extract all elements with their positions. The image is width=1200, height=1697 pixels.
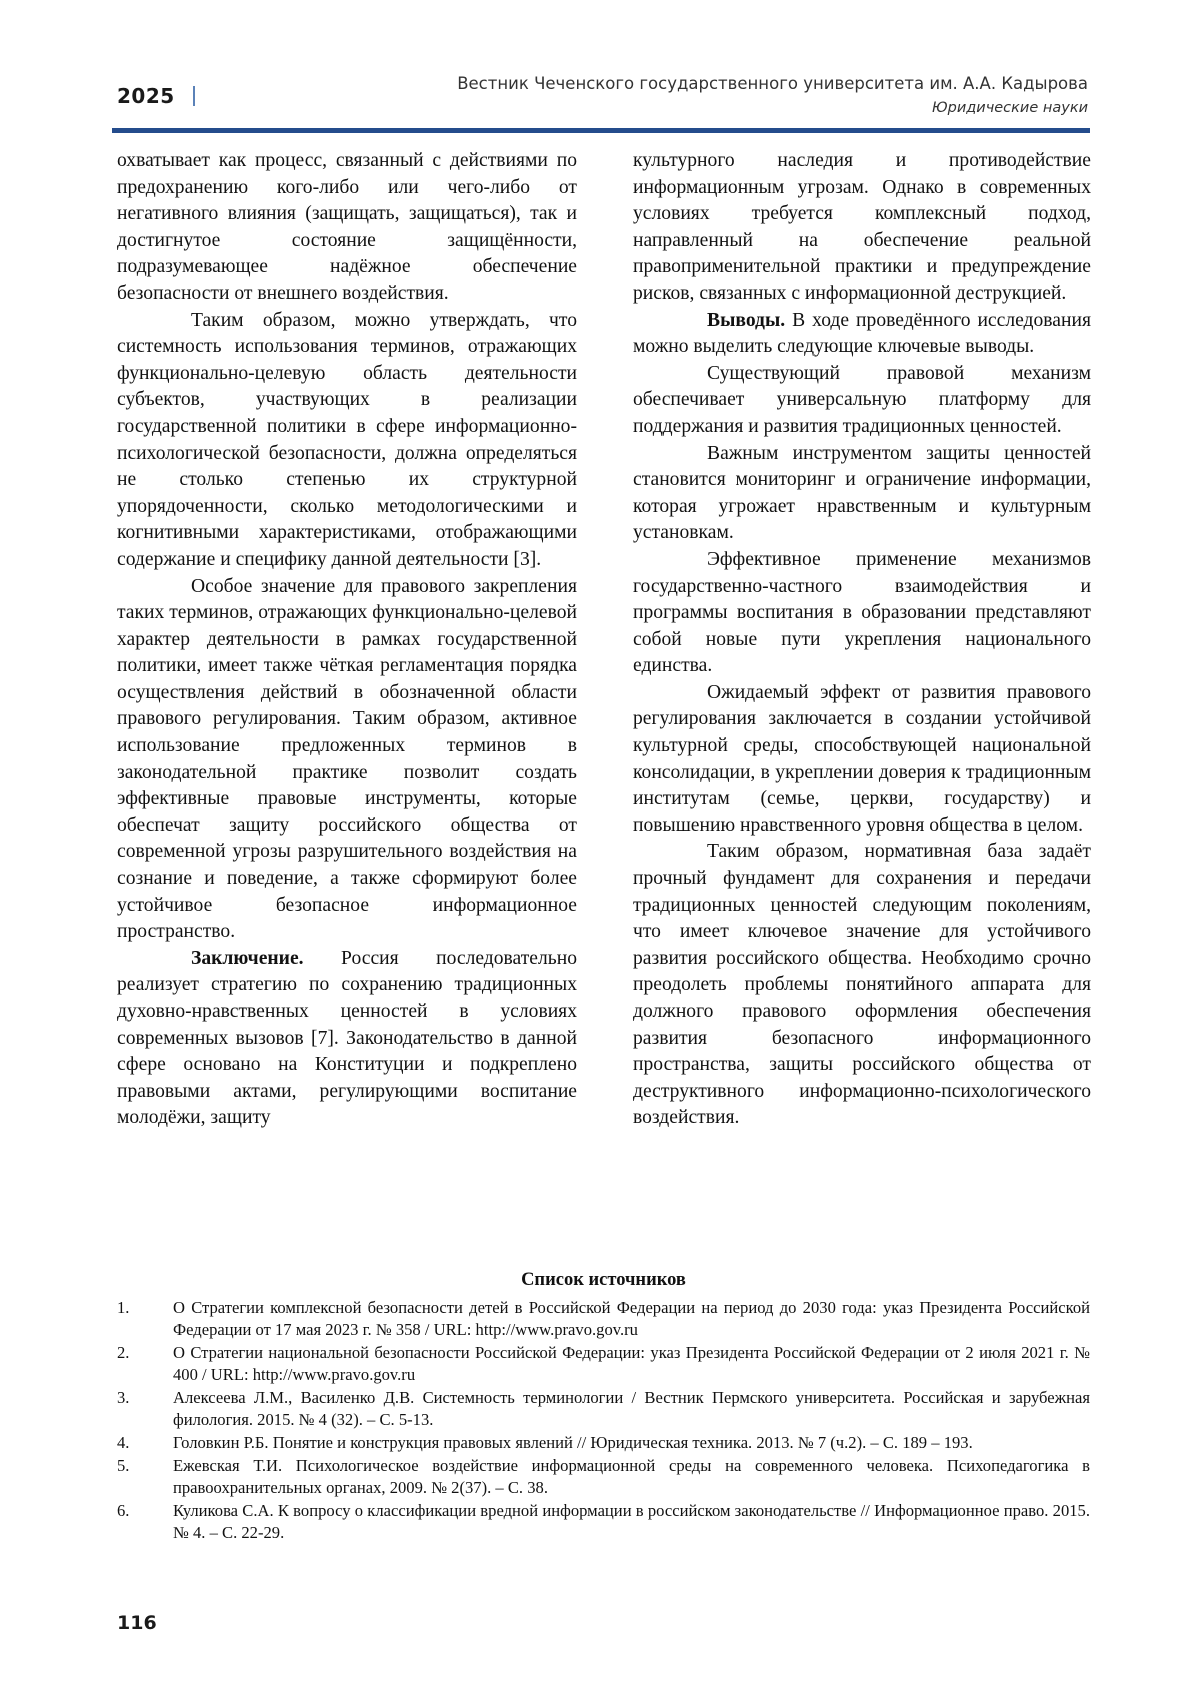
header-section-name: Юридические науки [931, 100, 1088, 116]
reference-item [117, 1342, 1090, 1386]
right-paragraph-3: Существующий правовой механизм обеспечивает универсальную платформу для поддержания и развития традиционных ценностей. [633, 362, 1091, 437]
right-paragraph-7: Таким образом, нормативная база задаёт прочный фундамент для сохранения и передачи традиционных ценностей следующим поколениям, что имеет ключевое значение для устойчивого развития российского общества. Необходимо срочно преодолеть проблемы понятийного аппарата для должного правового оформления обеспечения развития безопасного информационного пространства, защиты российского общества от деструктивного информационно-психологического воздействия. [633, 841, 1091, 1129]
reference-text: Ежевская Т.И. Психологическое воздействие информационной среды на современного человека. Психопедагогика в правоохранительных органах, 2009. № 2(37). – С. 38. [173, 1456, 1090, 1497]
header-rule [112, 128, 1090, 133]
reference-text: Алексеева Л.М., Василенко Д.В. Системность терминологии / Вестник Пермского университета. Российская и зарубежная филология. 2015. № 4 (32). – С. 5-13. [173, 1388, 1090, 1429]
reference-number: 6. [117, 1501, 130, 1520]
reference-text: Головкин Р.Б. Понятие и конструкция правовых явлений // Юридическая техника. 2013. № 7 (ч.2). – С. 189 – 193. [173, 1433, 973, 1452]
header-divider [193, 86, 195, 106]
right-column [633, 148, 1091, 1132]
reference-number: 2. [117, 1343, 130, 1362]
right-paragraph-2 [633, 308, 1091, 361]
reference-number: 5. [117, 1456, 130, 1475]
reference-item [117, 1455, 1090, 1499]
references-title: Список источников [521, 1270, 686, 1290]
findings-heading: Выводы. [707, 309, 786, 331]
reference-item [117, 1432, 1090, 1454]
left-paragraph-3: Особое значение для правового закрепления таких терминов, отражающих функционально-целевой характер деятельности в рамках государственной политики, имеет также чёткая регламентация порядка осуществления действий в обозначенной области правового регулирования. Таким образом, активное использование предложенных терминов в законодательной практике позволит создать эффективные правовые инструменты, которые обеспечат защиту российского общества от современной угрозы разрушительного воздействия на сознание и поведение, а также сформируют более устойчивое безопасное информационное пространство. [117, 575, 577, 943]
reference-number: 1. [117, 1298, 130, 1317]
right-paragraph-5: Эффективное применение механизмов государственно-частного взаимодействия и программы воспитания в образовании представляют собой новые пути укрепления национального единства. [633, 548, 1091, 677]
reference-number: 3. [117, 1388, 130, 1407]
left-paragraph-1: охватывает как процесс, связанный с действиями по предохранению кого-либо или чего-либо от негативного влияния (защищать, защищаться), так и достигнутое состояние защищённости, подразумевающее надёжное обеспечение безопасности от внешнего воздействия. [117, 150, 577, 304]
conclusion-text: Россия последовательно реализует стратегию по сохранению традиционных духовно-нравственных ценностей в условиях современных вызовов [7]. Законодательство в данной сфере основано на Конституции и подкреплено правовыми актами, регулирующими воспитание молодёжи, защиту [117, 947, 577, 1129]
references-section [117, 1268, 1090, 1545]
reference-item [117, 1387, 1090, 1431]
header-journal-title: Вестник Чеченского государственного университета им. А.А. Кадырова [457, 74, 1088, 93]
reference-number: 4. [117, 1433, 130, 1452]
findings-text: В ходе проведённого исследования можно выделить следующие ключевые выводы. [633, 309, 1091, 358]
left-column [117, 148, 577, 1132]
right-paragraph-1: культурного наследия и противодействие информационным угрозам. Однако в современных условиях требуется комплексный подход, направленный на обеспечение реальной правоприменительной практики и предупреждение рисков, связанных с информационной деструкцией. [633, 150, 1091, 304]
conclusion-heading: Заключение. [191, 947, 304, 969]
reference-item [117, 1500, 1090, 1544]
right-paragraph-4: Важным инструментом защиты ценностей становится мониторинг и ограничение информации, которая угрожает нравственным и культурным установкам. [633, 442, 1091, 544]
reference-text: О Стратегии национальной безопасности Российской Федерации: указ Президента Российской Федерации от 2 июля 2021 г. № 400 / URL: http://www.pravo.gov.ru [173, 1343, 1090, 1384]
reference-item [117, 1297, 1090, 1341]
left-paragraph-2: Таким образом, можно утверждать, что системность использования терминов, отражающих функционально-целевую область деятельности субъектов, участвующих в реализации государственной политики в сфере информационно-психологической безопасности, должна определяться не столько степенью их структурной упорядоченности, сколько методологическими и когнитивными характеристиками, отображающими содержание и специфику данной деятельности [3]. [117, 309, 577, 570]
page-number: 116 [117, 1612, 157, 1634]
reference-text: Куликова С.А. К вопросу о классификации вредной информации в российском законодательстве // Информационное право. 2015. № 4. – С. 22-29. [173, 1501, 1090, 1542]
reference-text: О Стратегии комплексной безопасности детей в Российской Федерации на период до 2030 года: указ Президента Российской Федерации от 17 мая 2023 г. № 358 / URL: http://www.pravo.gov.ru [173, 1298, 1090, 1339]
right-paragraph-6: Ожидаемый эффект от развития правового регулирования заключается в создании устойчивой культурной среды, способствующей национальной консолидации, в укреплении доверия к традиционным институтам (семье, церкви, государству) и повышению нравственного уровня общества в целом. [633, 681, 1091, 836]
header-year: 2025 [117, 84, 175, 108]
left-paragraph-4 [117, 946, 577, 1132]
